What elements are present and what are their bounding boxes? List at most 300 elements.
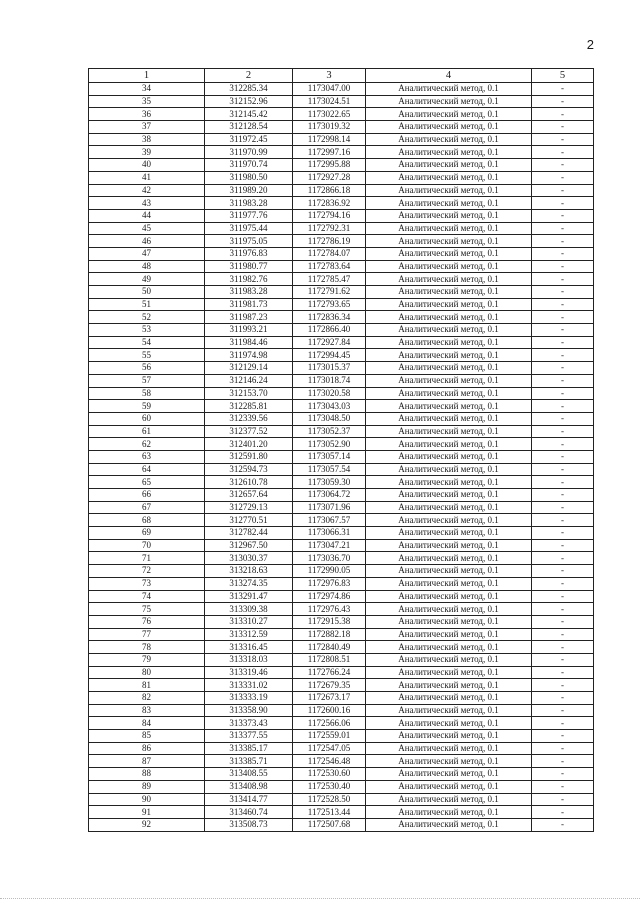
method-cell: Аналитический метод, 0.1 [366, 489, 532, 502]
point-number-cell: 83 [89, 704, 205, 717]
y-coordinate-cell: 1173047.21 [293, 539, 366, 552]
method-cell: Аналитический метод, 0.1 [366, 615, 532, 628]
table-row [89, 717, 594, 730]
x-coordinate-cell: 312152.96 [205, 95, 293, 108]
note-cell: - [532, 146, 594, 159]
x-coordinate-cell: 311975.05 [205, 235, 293, 248]
note-cell: - [532, 247, 594, 260]
point-number-cell: 63 [89, 450, 205, 463]
method-cell: Аналитический метод, 0.1 [366, 539, 532, 552]
note-cell: - [532, 438, 594, 451]
point-number-cell: 76 [89, 615, 205, 628]
table-row [89, 552, 594, 565]
method-cell: Аналитический метод, 0.1 [366, 349, 532, 362]
note-cell: - [532, 806, 594, 819]
method-cell: Аналитический метод, 0.1 [366, 235, 532, 248]
note-cell: - [532, 108, 594, 121]
y-coordinate-cell: 1172976.43 [293, 603, 366, 616]
method-cell: Аналитический метод, 0.1 [366, 768, 532, 781]
point-number-cell: 54 [89, 336, 205, 349]
point-number-cell: 52 [89, 311, 205, 324]
x-coordinate-cell: 311970.74 [205, 159, 293, 172]
x-coordinate-cell: 313508.73 [205, 818, 293, 831]
point-number-cell: 66 [89, 489, 205, 502]
note-cell: - [532, 666, 594, 679]
table-row [89, 159, 594, 172]
x-coordinate-cell: 311975.44 [205, 222, 293, 235]
y-coordinate-cell: 1172786.19 [293, 235, 366, 248]
y-coordinate-cell: 1173019.32 [293, 121, 366, 134]
y-coordinate-cell: 1172794.16 [293, 209, 366, 222]
note-cell: - [532, 286, 594, 299]
method-cell: Аналитический метод, 0.1 [366, 552, 532, 565]
point-number-cell: 58 [89, 387, 205, 400]
method-cell: Аналитический метод, 0.1 [366, 286, 532, 299]
y-coordinate-cell: 1172882.18 [293, 628, 366, 641]
x-coordinate-cell: 313319.46 [205, 666, 293, 679]
point-number-cell: 46 [89, 235, 205, 248]
table-row [89, 704, 594, 717]
table-row [89, 387, 594, 400]
table-row [89, 742, 594, 755]
method-cell: Аналитический метод, 0.1 [366, 336, 532, 349]
note-cell: - [532, 412, 594, 425]
y-coordinate-cell: 1173024.51 [293, 95, 366, 108]
y-coordinate-cell: 1173071.96 [293, 501, 366, 514]
table-row [89, 184, 594, 197]
point-number-cell: 37 [89, 121, 205, 134]
table-row [89, 209, 594, 222]
table-row [89, 235, 594, 248]
table-row [89, 146, 594, 159]
method-cell: Аналитический метод, 0.1 [366, 793, 532, 806]
y-coordinate-cell: 1172836.92 [293, 197, 366, 210]
note-cell: - [532, 387, 594, 400]
point-number-cell: 40 [89, 159, 205, 172]
note-cell: - [532, 489, 594, 502]
point-number-cell: 87 [89, 755, 205, 768]
note-cell: - [532, 133, 594, 146]
note-cell: - [532, 768, 594, 781]
point-number-cell: 88 [89, 768, 205, 781]
point-number-cell: 56 [89, 362, 205, 375]
y-coordinate-cell: 1173020.58 [293, 387, 366, 400]
table-row [89, 539, 594, 552]
table-header [89, 69, 594, 83]
x-coordinate-cell: 311977.76 [205, 209, 293, 222]
note-cell: - [532, 450, 594, 463]
x-coordinate-cell: 311970.99 [205, 146, 293, 159]
method-cell: Аналитический метод, 0.1 [366, 527, 532, 540]
x-coordinate-cell: 312129.14 [205, 362, 293, 375]
note-cell: - [532, 463, 594, 476]
point-number-cell: 53 [89, 324, 205, 337]
point-number-cell: 78 [89, 641, 205, 654]
table-row [89, 628, 594, 641]
y-coordinate-cell: 1173047.00 [293, 83, 366, 96]
table-row [89, 171, 594, 184]
method-cell: Аналитический метод, 0.1 [366, 818, 532, 831]
method-cell: Аналитический метод, 0.1 [366, 146, 532, 159]
y-coordinate-cell: 1172994.45 [293, 349, 366, 362]
coordinates-table [88, 68, 594, 832]
point-number-cell: 35 [89, 95, 205, 108]
y-coordinate-cell: 1173067.57 [293, 514, 366, 527]
x-coordinate-cell: 312339.56 [205, 412, 293, 425]
x-coordinate-cell: 313385.71 [205, 755, 293, 768]
x-coordinate-cell: 313310.27 [205, 615, 293, 628]
note-cell: - [532, 159, 594, 172]
note-cell: - [532, 527, 594, 540]
table-row [89, 489, 594, 502]
table-row [89, 247, 594, 260]
x-coordinate-cell: 312729.13 [205, 501, 293, 514]
method-cell: Аналитический метод, 0.1 [366, 400, 532, 413]
y-coordinate-cell: 1173064.72 [293, 489, 366, 502]
note-cell: - [532, 400, 594, 413]
x-coordinate-cell: 311993.21 [205, 324, 293, 337]
point-number-cell: 79 [89, 653, 205, 666]
note-cell: - [532, 717, 594, 730]
y-coordinate-cell: 1172559.01 [293, 730, 366, 743]
x-coordinate-cell: 311982.76 [205, 273, 293, 286]
note-cell: - [532, 565, 594, 578]
table-row [89, 349, 594, 362]
method-cell: Аналитический метод, 0.1 [366, 501, 532, 514]
table-row [89, 273, 594, 286]
method-cell: Аналитический метод, 0.1 [366, 83, 532, 96]
point-number-cell: 55 [89, 349, 205, 362]
method-cell: Аналитический метод, 0.1 [366, 603, 532, 616]
x-coordinate-cell: 312145.42 [205, 108, 293, 121]
point-number-cell: 75 [89, 603, 205, 616]
x-coordinate-cell: 312285.34 [205, 83, 293, 96]
method-cell: Аналитический метод, 0.1 [366, 95, 532, 108]
note-cell: - [532, 184, 594, 197]
point-number-cell: 59 [89, 400, 205, 413]
point-number-cell: 42 [89, 184, 205, 197]
point-number-cell: 60 [89, 412, 205, 425]
method-cell: Аналитический метод, 0.1 [366, 209, 532, 222]
table-row [89, 514, 594, 527]
header-row [89, 69, 594, 83]
method-cell: Аналитический метод, 0.1 [366, 387, 532, 400]
x-coordinate-cell: 313316.45 [205, 641, 293, 654]
point-number-cell: 45 [89, 222, 205, 235]
method-cell: Аналитический метод, 0.1 [366, 565, 532, 578]
method-cell: Аналитический метод, 0.1 [366, 653, 532, 666]
note-cell: - [532, 197, 594, 210]
table-row [89, 653, 594, 666]
y-coordinate-cell: 1172791.62 [293, 286, 366, 299]
x-coordinate-cell: 313377.55 [205, 730, 293, 743]
method-cell: Аналитический метод, 0.1 [366, 450, 532, 463]
x-coordinate-cell: 312401.20 [205, 438, 293, 451]
y-coordinate-cell: 1172785.47 [293, 273, 366, 286]
table-row [89, 286, 594, 299]
table-row [89, 450, 594, 463]
note-cell: - [532, 641, 594, 654]
method-cell: Аналитический метод, 0.1 [366, 628, 532, 641]
point-number-cell: 36 [89, 108, 205, 121]
y-coordinate-cell: 1172793.65 [293, 298, 366, 311]
method-cell: Аналитический метод, 0.1 [366, 692, 532, 705]
x-coordinate-cell: 313333.19 [205, 692, 293, 705]
y-coordinate-cell: 1172600.16 [293, 704, 366, 717]
point-number-cell: 57 [89, 374, 205, 387]
x-coordinate-cell: 312285.81 [205, 400, 293, 413]
method-cell: Аналитический метод, 0.1 [366, 159, 532, 172]
note-cell: - [532, 755, 594, 768]
point-number-cell: 41 [89, 171, 205, 184]
point-number-cell: 49 [89, 273, 205, 286]
point-number-cell: 48 [89, 260, 205, 273]
point-number-cell: 86 [89, 742, 205, 755]
y-coordinate-cell: 1173057.54 [293, 463, 366, 476]
table-row [89, 260, 594, 273]
method-cell: Аналитический метод, 0.1 [366, 197, 532, 210]
table-row [89, 133, 594, 146]
method-cell: Аналитический метод, 0.1 [366, 171, 532, 184]
method-cell: Аналитический метод, 0.1 [366, 362, 532, 375]
note-cell: - [532, 121, 594, 134]
table-row [89, 362, 594, 375]
point-number-cell: 39 [89, 146, 205, 159]
method-cell: Аналитический метод, 0.1 [366, 666, 532, 679]
point-number-cell: 62 [89, 438, 205, 451]
y-coordinate-cell: 1172997.16 [293, 146, 366, 159]
method-cell: Аналитический метод, 0.1 [366, 374, 532, 387]
note-cell: - [532, 171, 594, 184]
x-coordinate-cell: 311972.45 [205, 133, 293, 146]
x-coordinate-cell: 313408.98 [205, 780, 293, 793]
table-row [89, 818, 594, 831]
method-cell: Аналитический метод, 0.1 [366, 463, 532, 476]
table-row [89, 527, 594, 540]
method-cell: Аналитический метод, 0.1 [366, 590, 532, 603]
y-coordinate-cell: 1173057.14 [293, 450, 366, 463]
point-number-cell: 64 [89, 463, 205, 476]
table-row [89, 603, 594, 616]
y-coordinate-cell: 1173036.70 [293, 552, 366, 565]
point-number-cell: 90 [89, 793, 205, 806]
y-coordinate-cell: 1172915.38 [293, 615, 366, 628]
note-cell: - [532, 742, 594, 755]
point-number-cell: 92 [89, 818, 205, 831]
y-coordinate-cell: 1173052.37 [293, 425, 366, 438]
point-number-cell: 73 [89, 577, 205, 590]
note-cell: - [532, 222, 594, 235]
table-row [89, 83, 594, 96]
x-coordinate-cell: 312377.52 [205, 425, 293, 438]
point-number-cell: 68 [89, 514, 205, 527]
y-coordinate-cell: 1172995.88 [293, 159, 366, 172]
table-row [89, 476, 594, 489]
method-cell: Аналитический метод, 0.1 [366, 222, 532, 235]
y-coordinate-cell: 1172528.50 [293, 793, 366, 806]
x-coordinate-cell: 313414.77 [205, 793, 293, 806]
table-row [89, 666, 594, 679]
method-cell: Аналитический метод, 0.1 [366, 679, 532, 692]
method-cell: Аналитический метод, 0.1 [366, 704, 532, 717]
x-coordinate-cell: 311984.46 [205, 336, 293, 349]
y-coordinate-cell: 1173018.74 [293, 374, 366, 387]
method-cell: Аналитический метод, 0.1 [366, 121, 532, 134]
table-row [89, 768, 594, 781]
table-row [89, 400, 594, 413]
table-row [89, 590, 594, 603]
method-cell: Аналитический метод, 0.1 [366, 476, 532, 489]
x-coordinate-cell: 313309.38 [205, 603, 293, 616]
point-number-cell: 38 [89, 133, 205, 146]
point-number-cell: 71 [89, 552, 205, 565]
note-cell: - [532, 780, 594, 793]
note-cell: - [532, 349, 594, 362]
method-cell: Аналитический метод, 0.1 [366, 133, 532, 146]
table-row [89, 336, 594, 349]
x-coordinate-cell: 312146.24 [205, 374, 293, 387]
note-cell: - [532, 209, 594, 222]
note-cell: - [532, 273, 594, 286]
y-coordinate-cell: 1172784.07 [293, 247, 366, 260]
x-coordinate-cell: 313312.59 [205, 628, 293, 641]
table-row [89, 641, 594, 654]
method-cell: Аналитический метод, 0.1 [366, 425, 532, 438]
column-header-5: 5 [532, 69, 594, 83]
table-row [89, 692, 594, 705]
point-number-cell: 72 [89, 565, 205, 578]
x-coordinate-cell: 312594.73 [205, 463, 293, 476]
note-cell: - [532, 311, 594, 324]
column-header-2: 2 [205, 69, 293, 83]
note-cell: - [532, 374, 594, 387]
note-cell: - [532, 692, 594, 705]
method-cell: Аналитический метод, 0.1 [366, 717, 532, 730]
table-row [89, 501, 594, 514]
x-coordinate-cell: 312591.80 [205, 450, 293, 463]
y-coordinate-cell: 1172974.86 [293, 590, 366, 603]
method-cell: Аналитический метод, 0.1 [366, 298, 532, 311]
table-row [89, 780, 594, 793]
note-cell: - [532, 615, 594, 628]
scan-edge-artifact [0, 898, 640, 902]
x-coordinate-cell: 311974.98 [205, 349, 293, 362]
point-number-cell: 77 [89, 628, 205, 641]
table-row [89, 311, 594, 324]
note-cell: - [532, 235, 594, 248]
x-coordinate-cell: 312770.51 [205, 514, 293, 527]
note-cell: - [532, 362, 594, 375]
table-row [89, 730, 594, 743]
method-cell: Аналитический метод, 0.1 [366, 514, 532, 527]
point-number-cell: 82 [89, 692, 205, 705]
table-row [89, 679, 594, 692]
point-number-cell: 91 [89, 806, 205, 819]
x-coordinate-cell: 311976.83 [205, 247, 293, 260]
y-coordinate-cell: 1172783.64 [293, 260, 366, 273]
table-body [89, 83, 594, 832]
note-cell: - [532, 298, 594, 311]
y-coordinate-cell: 1172766.24 [293, 666, 366, 679]
table-row [89, 121, 594, 134]
y-coordinate-cell: 1173066.31 [293, 527, 366, 540]
y-coordinate-cell: 1172566.06 [293, 717, 366, 730]
x-coordinate-cell: 311983.28 [205, 197, 293, 210]
table-row [89, 438, 594, 451]
method-cell: Аналитический метод, 0.1 [366, 438, 532, 451]
method-cell: Аналитический метод, 0.1 [366, 260, 532, 273]
x-coordinate-cell: 313373.43 [205, 717, 293, 730]
method-cell: Аналитический метод, 0.1 [366, 184, 532, 197]
note-cell: - [532, 793, 594, 806]
y-coordinate-cell: 1173059.30 [293, 476, 366, 489]
note-cell: - [532, 476, 594, 489]
point-number-cell: 70 [89, 539, 205, 552]
table-row [89, 755, 594, 768]
x-coordinate-cell: 311980.77 [205, 260, 293, 273]
y-coordinate-cell: 1172673.17 [293, 692, 366, 705]
note-cell: - [532, 730, 594, 743]
y-coordinate-cell: 1172546.48 [293, 755, 366, 768]
table-row [89, 222, 594, 235]
x-coordinate-cell: 311987.23 [205, 311, 293, 324]
y-coordinate-cell: 1173052.90 [293, 438, 366, 451]
x-coordinate-cell: 312610.78 [205, 476, 293, 489]
method-cell: Аналитический метод, 0.1 [366, 730, 532, 743]
note-cell: - [532, 514, 594, 527]
method-cell: Аналитический метод, 0.1 [366, 412, 532, 425]
method-cell: Аналитический метод, 0.1 [366, 806, 532, 819]
x-coordinate-cell: 312967.50 [205, 539, 293, 552]
y-coordinate-cell: 1172976.83 [293, 577, 366, 590]
x-coordinate-cell: 313331.02 [205, 679, 293, 692]
x-coordinate-cell: 313030.37 [205, 552, 293, 565]
point-number-cell: 89 [89, 780, 205, 793]
point-number-cell: 34 [89, 83, 205, 96]
note-cell: - [532, 501, 594, 514]
note-cell: - [532, 679, 594, 692]
point-number-cell: 44 [89, 209, 205, 222]
method-cell: Аналитический метод, 0.1 [366, 780, 532, 793]
x-coordinate-cell: 313291.47 [205, 590, 293, 603]
y-coordinate-cell: 1172547.05 [293, 742, 366, 755]
y-coordinate-cell: 1172836.34 [293, 311, 366, 324]
method-cell: Аналитический метод, 0.1 [366, 742, 532, 755]
table-row [89, 577, 594, 590]
point-number-cell: 69 [89, 527, 205, 540]
x-coordinate-cell: 311983.28 [205, 286, 293, 299]
x-coordinate-cell: 313218.63 [205, 565, 293, 578]
y-coordinate-cell: 1172927.84 [293, 336, 366, 349]
y-coordinate-cell: 1172990.05 [293, 565, 366, 578]
method-cell: Аналитический метод, 0.1 [366, 247, 532, 260]
x-coordinate-cell: 312657.64 [205, 489, 293, 502]
method-cell: Аналитический метод, 0.1 [366, 755, 532, 768]
y-coordinate-cell: 1172808.51 [293, 653, 366, 666]
y-coordinate-cell: 1172866.40 [293, 324, 366, 337]
method-cell: Аналитический метод, 0.1 [366, 577, 532, 590]
table-row [89, 615, 594, 628]
column-header-3: 3 [293, 69, 366, 83]
y-coordinate-cell: 1172530.60 [293, 768, 366, 781]
y-coordinate-cell: 1173015.37 [293, 362, 366, 375]
note-cell: - [532, 818, 594, 831]
point-number-cell: 65 [89, 476, 205, 489]
method-cell: Аналитический метод, 0.1 [366, 311, 532, 324]
y-coordinate-cell: 1173043.03 [293, 400, 366, 413]
x-coordinate-cell: 312128.54 [205, 121, 293, 134]
method-cell: Аналитический метод, 0.1 [366, 273, 532, 286]
